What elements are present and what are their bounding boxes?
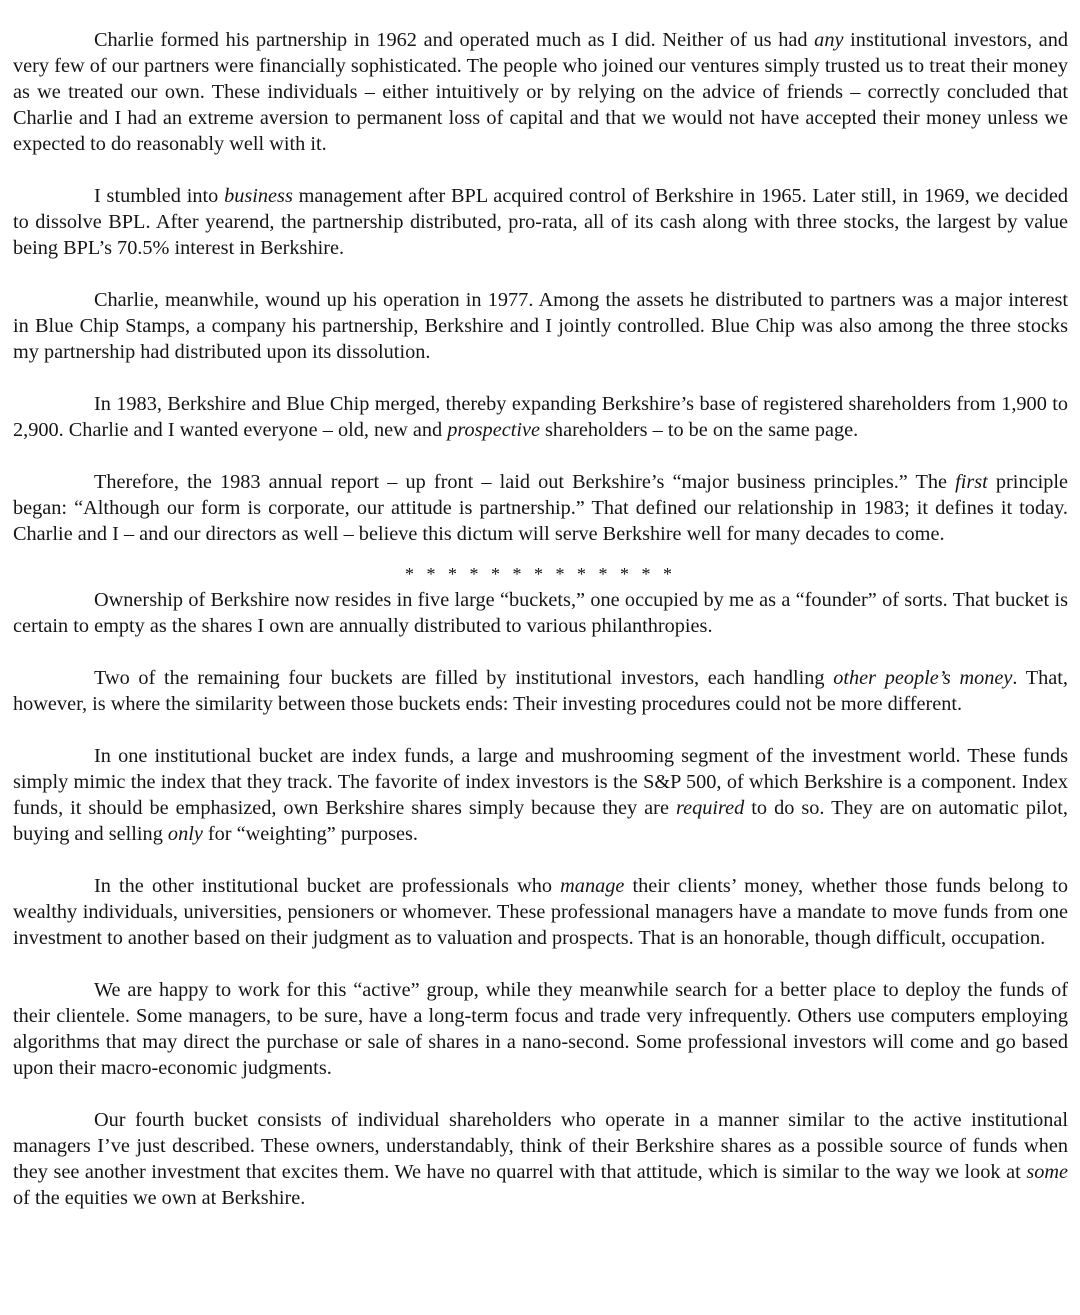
text-run: shareholders – to be on the same page.: [539, 419, 859, 441]
paragraph-business-principles: [13, 469, 1068, 547]
text-run: In 1983, Berkshire and Blue Chip merged, thereby expanding Berkshire’s base of registered shareholders from 1,900 to 2,900. Charlie and I wanted everyone – old, new and: [13, 393, 1068, 441]
text-run: I stumbled into: [94, 185, 225, 207]
text-run: to do so. They are on automatic pilot, buying and selling: [13, 797, 1068, 845]
text-run: Ownership of Berkshire now resides in five large “buckets,” one occupied by me as a “founder” of sorts. That bucket is certain to empty as the shares I own are annually distributed to various philanthropies.: [13, 589, 1068, 637]
text-run: . That, however, is where the similarity between those buckets ends: Their investing procedures could not be more different.: [13, 667, 1068, 715]
text-run: In the other institutional bucket are professionals who: [94, 875, 561, 897]
paragraph-charlie-partnership: [13, 27, 1068, 157]
italic-text-run: only: [167, 823, 203, 845]
paragraph-charlie-wound-up: [13, 287, 1068, 365]
paragraph-five-buckets: [13, 587, 1068, 639]
italic-text-run: some: [1026, 1161, 1068, 1183]
italic-text-run: required: [675, 797, 745, 819]
italic-text-run: manage: [560, 875, 625, 897]
italic-text-run: any: [814, 29, 844, 51]
paragraph-1983-merger: [13, 391, 1068, 443]
text-run: management after BPL acquired control of Berkshire in 1965. Later still, in 1969, we decided to dissolve BPL. After yearend, the partnership distributed, pro-rata, all of its cash along with three stocks, the largest by value being BPL’s 70.5% interest in Berkshire.: [13, 185, 1068, 259]
paragraph-fourth-bucket: [13, 1107, 1068, 1211]
paragraph-index-funds: [13, 743, 1068, 847]
text-run: Charlie, meanwhile, wound up his operation in 1977. Among the assets he distributed to partners was a major interest in Blue Chip Stamps, a company his partnership, Berkshire and I jointly controlled. Blue Chip was also among the three stocks my partnership had distributed upon its dissolution.: [13, 289, 1068, 363]
italic-text-run: business: [224, 185, 293, 207]
text-run: principle began: “Although our form is corporate, our attitude is partnership.” That defined our relationship in 1983; it defines it today. Charlie and I – and our directors as well – believe this dictum will serve Berkshire well for many decades to come.: [13, 471, 1068, 545]
paragraph-institutional-investors: [13, 665, 1068, 717]
text-run: Therefore, the 1983 annual report – up front – laid out Berkshire’s “major business principles.” The: [94, 471, 956, 493]
text-run: Two of the remaining four buckets are filled by institutional investors, each handling: [94, 667, 834, 689]
paragraph-professional-managers: [13, 873, 1068, 951]
text-run: institutional investors, and very few of our partners were financially sophisticated. The people who joined our ventures simply trusted us to treat their money as we treated our own. These individuals – either intuitively or by relying on the advice of friends – correctly concluded that Charlie and I had an extreme aversion to permanent loss of capital and that we would not have accepted their money unless we expected to do reasonably well with it.: [13, 29, 1068, 155]
paragraph-active-group: [13, 977, 1068, 1081]
paragraph-business-management: [13, 183, 1068, 261]
text-run: We are happy to work for this “active” group, while they meanwhile search for a better place to deploy the funds of their clientele. Some managers, to be sure, have a long-term focus and trade very infrequently. Others use computers employing algorithms that may direct the purchase or sale of shares in a nano-second. Some professional investors will come and go based upon their macro-economic judgments.: [13, 979, 1068, 1079]
text-run: Our fourth bucket consists of individual shareholders who operate in a manner similar to the active institutional managers I’ve just described. These owners, understandably, think of their Berkshire shares as a possible source of funds when they see another investment that excites them. We have no quarrel with that attitude, which is similar to the way we look at: [13, 1109, 1068, 1183]
text-run: their clients’ money, whether those funds belong to wealthy individuals, universities, pensioners or whomever. These professional managers have a mandate to move funds from one investment to another based on their judgment as to valuation and prospects. That is an honorable, though difficult, occupation.: [13, 875, 1068, 949]
text-run: for “weighting” purposes.: [202, 823, 418, 845]
italic-text-run: other people’s money: [833, 667, 1013, 689]
italic-text-run: prospective: [447, 419, 540, 441]
text-run: In one institutional bucket are index funds, a large and mushrooming segment of the investment world. These funds simply mimic the index that they track. The favorite of index investors is the S&P 500, of which Berkshire is a component. Index funds, it should be emphasized, own Berkshire shares simply because they are: [13, 745, 1068, 819]
italic-text-run: first: [955, 471, 988, 493]
text-run: of the equities we own at Berkshire.: [13, 1187, 306, 1209]
text-run: Charlie formed his partnership in 1962 and operated much as I did. Neither of us had: [94, 29, 815, 51]
section-separator: * * * * * * * * * * * * *: [405, 564, 676, 584]
